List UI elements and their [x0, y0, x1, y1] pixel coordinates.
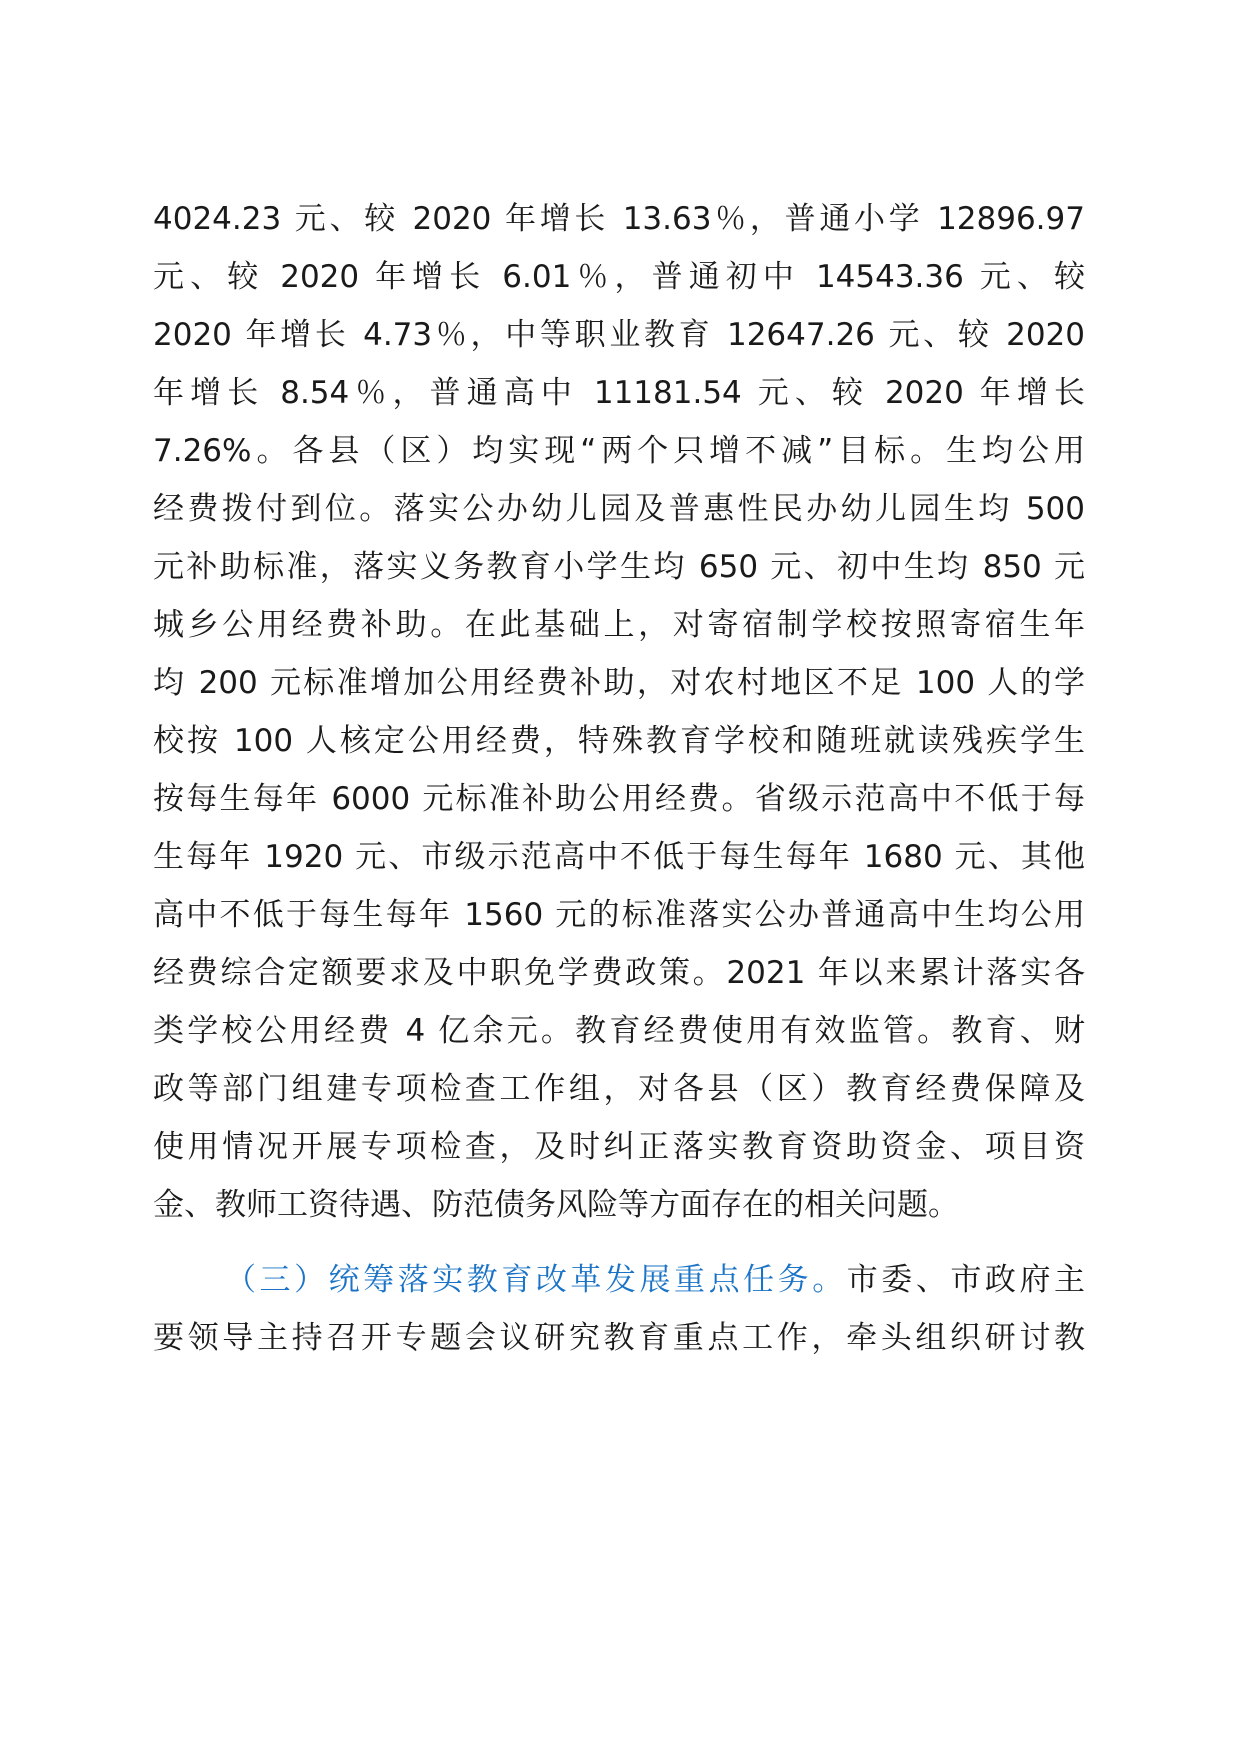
paragraph-line: 城乡公用经费补助。在此基础上，对寄宿制学校按照寄宿生年 — [153, 607, 1085, 643]
paragraph-line: 政等部门组建专项检查工作组，对各县（区）教育经费保障及 — [153, 1071, 1085, 1107]
section-heading: （三）统筹落实教育改革发展重点任务。 — [225, 1262, 847, 1298]
paragraph-line: 金、教师工资待遇、防范债务风险等方面存在的相关问题。 — [153, 1187, 959, 1223]
paragraph-line: 要领导主持召开专题会议研究教育重点工作，牵头组织研讨教 — [153, 1320, 1085, 1356]
section-heading-line — [225, 1260, 1085, 1300]
paragraph-line: 经费综合定额要求及中职免学费政策。2021 年以来累计落实各 — [153, 955, 1085, 991]
paragraph-line: 4024.23 元、较 2020 年增长 13.63％，普通小学 12896.97 — [153, 201, 1085, 237]
paragraph-line: 均 200 元标准增加公用经费补助，对农村地区不足 100 人的学 — [153, 665, 1085, 701]
paragraph-line: 元补助标准，落实义务教育小学生均 650 元、初中生均 850 元 — [153, 549, 1085, 585]
paragraph-line: 校按 100 人核定公用经费，特殊教育学校和随班就读残疾学生 — [153, 723, 1085, 759]
paragraph-line: 经费拨付到位。落实公办幼儿园及普惠性民办幼儿园生均 500 — [153, 491, 1085, 527]
paragraph-line: 高中不低于每生每年 1560 元的标准落实公办普通高中生均公用 — [153, 897, 1085, 933]
paragraph-line: 按每生每年 6000 元标准补助公用经费。省级示范高中不低于每 — [153, 781, 1085, 817]
paragraph-line: 类学校公用经费 4 亿余元。教育经费使用有效监管。教育、财 — [153, 1013, 1085, 1049]
paragraph-text: 市委、市政府主 — [846, 1262, 1085, 1298]
paragraph-line: 7.26%。各县（区）均实现“两个只增不减”目标。生均公用 — [153, 433, 1085, 469]
paragraph-line: 元、较 2020 年增长 6.01％，普通初中 14543.36 元、较 — [153, 259, 1085, 295]
paragraph-line: 年增长 8.54％，普通高中 11181.54 元、较 2020 年增长 — [153, 375, 1085, 411]
paragraph-line: 2020 年增长 4.73％，中等职业教育 12647.26 元、较 2020 — [153, 317, 1085, 353]
paragraph-line: 生每年 1920 元、市级示范高中不低于每生每年 1680 元、其他 — [153, 839, 1085, 875]
paragraph-line: 使用情况开展专项检查，及时纠正落实教育资助资金、项目资 — [153, 1129, 1085, 1165]
